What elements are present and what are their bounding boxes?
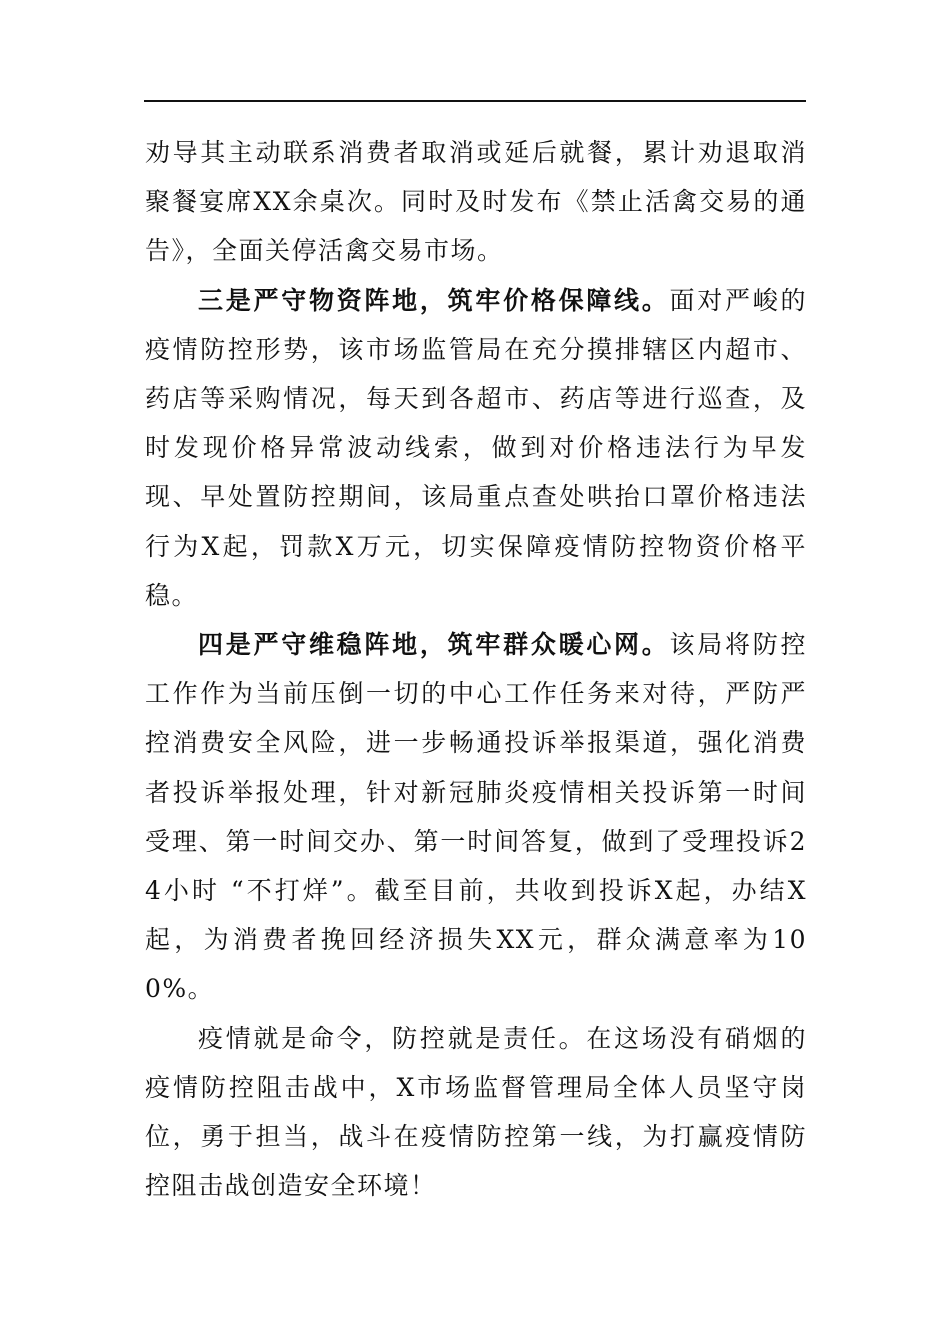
header-rule <box>144 100 806 102</box>
paragraph-continued <box>145 128 807 276</box>
document-body <box>145 128 807 1210</box>
paragraph-lead-heading: 三是严守物资阵地，筑牢价格保障线。 <box>198 285 670 315</box>
paragraph-price-protection <box>145 276 807 620</box>
paragraph-conclusion <box>145 1014 807 1211</box>
paragraph-text: 疫情就是命令，防控就是责任。在这场没有硝烟的疫情防控阻击战中，X市场监督管理局全体人员坚守岗位，勇于担当，战斗在疫情防控第一线，为打赢疫情防控阻击战创造安全环境！ <box>145 1023 807 1201</box>
paragraph-text: 该局将防控工作作为当前压倒一切的中心工作任务来对待，严防严控消费安全风险，进一步畅通投诉举报渠道，强化消费者投诉举报处理，针对新冠肺炎疫情相关投诉第一时间受理、第一时间交办、第一时间答复，做到了受理投诉24小时 “不打烊”。截至目前，共收到投诉X起，办结X起，为消费者挽回经济损失XX元，群众满意率为100%。 <box>145 630 807 1004</box>
paragraph-lead-heading: 四是严守维稳阵地，筑牢群众暖心网。 <box>198 630 670 660</box>
paragraph-stability <box>145 620 807 1014</box>
paragraph-text: 面对严峻的疫情防控形势，该市场监管局在充分摸排辖区内超市、药店等采购情况，每天到各超市、药店等进行巡查，及时发现价格异常波动线索，做到对价格违法行为早发现、早处置防控期间，该局重点查处哄抬口罩价格违法行为X起，罚款X万元，切实保障疫情防控物资价格平稳。 <box>145 285 807 610</box>
paragraph-text: 劝导其主动联系消费者取消或延后就餐，累计劝退取消聚餐宴席XX余桌次。同时及时发布《禁止活禽交易的通告》，全面关停活禽交易市场。 <box>145 138 807 266</box>
